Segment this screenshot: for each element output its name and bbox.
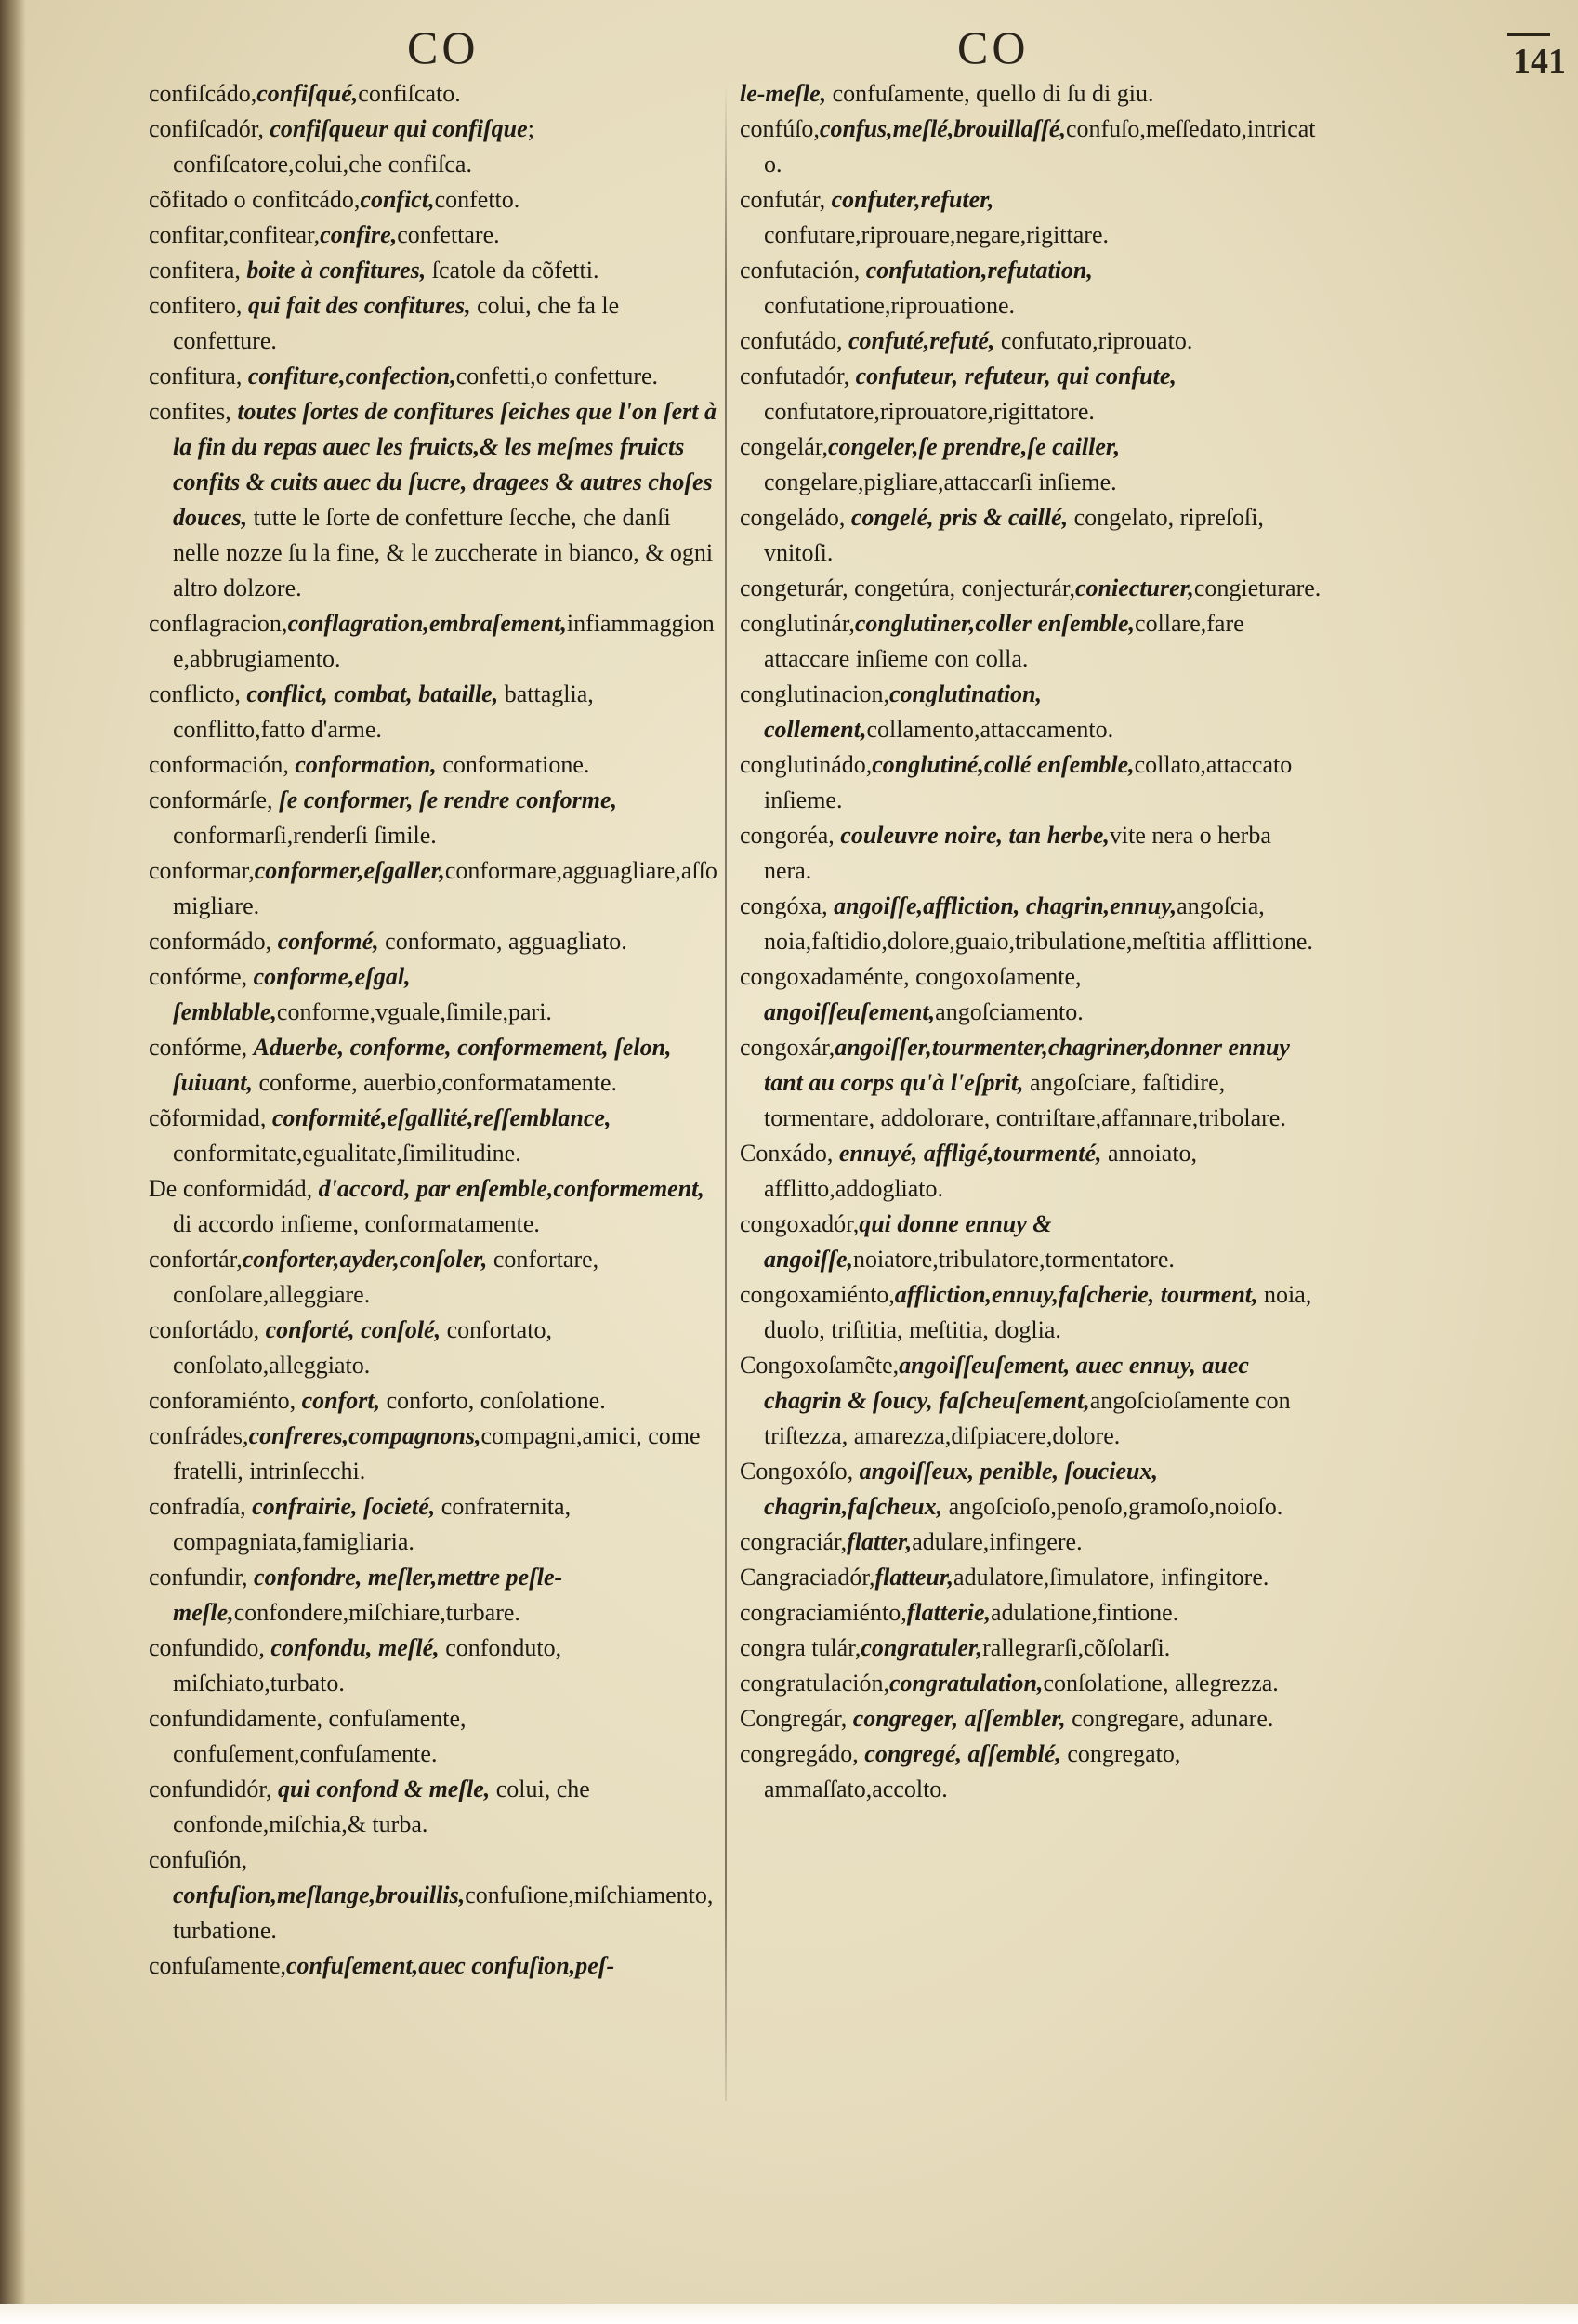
- gloss-italian: collato,attaccato inſieme.: [764, 751, 1293, 813]
- dictionary-entry: [149, 924, 717, 959]
- dictionary-entry: [740, 1348, 1322, 1454]
- headword-spanish: Congregár,: [740, 1705, 853, 1732]
- dictionary-entry: [149, 76, 717, 112]
- gloss-italian: confettare.: [397, 221, 500, 248]
- gloss-french: flatteur,: [874, 1564, 954, 1591]
- dictionary-entry: [149, 606, 717, 677]
- dictionary-entry: [740, 253, 1322, 324]
- headword-spanish: congra tulár,: [740, 1634, 861, 1661]
- gloss-italian: noia, duolo, triſtitia, meſtitia, doglia.: [764, 1281, 1312, 1343]
- gloss-italian: conformitate,egualitate,ſimilitudine.: [173, 1140, 521, 1167]
- headword-spanish: confúſo,: [740, 115, 820, 142]
- dictionary-entry: [149, 1419, 717, 1489]
- gloss-italian: conforto, conſolatione.: [380, 1387, 606, 1414]
- dictionary-entry: [740, 959, 1322, 1030]
- gloss-italian: conforme, auerbio,conformatamente.: [253, 1069, 617, 1096]
- dictionary-entry: [740, 1136, 1322, 1207]
- headword-spanish: conformárſe,: [149, 786, 280, 813]
- dictionary-entry: [740, 324, 1322, 359]
- gloss-french: boite à confitures,: [246, 257, 427, 284]
- gloss-italian: congieturare.: [1193, 574, 1322, 601]
- gloss-french: conflict, combat, bataille,: [246, 680, 499, 707]
- headword-spanish: confundidór,: [149, 1776, 279, 1802]
- dictionary-entry: [740, 359, 1322, 429]
- dictionary-entry: [149, 1030, 717, 1101]
- headword-spanish: conflicto,: [149, 680, 247, 707]
- column-divider: [725, 84, 727, 2101]
- gloss-french: angoiſſer,tourmenter,chagriner,donner ennuy tant au corps qu'à l'eſprit,: [764, 1034, 1290, 1096]
- gloss-french: d'accord, par enſemble,conformement,: [318, 1175, 704, 1202]
- headword-spanish: congregádo,: [740, 1740, 865, 1767]
- page-bottom-margin: [0, 2304, 1578, 2324]
- dictionary-entry: [149, 112, 717, 182]
- headword-spanish: confradía,: [149, 1493, 253, 1520]
- gloss-french: conforter,ayder,conſoler,: [242, 1246, 488, 1273]
- headword-spanish: conglutinár,: [740, 610, 855, 637]
- headword-spanish: cõfitado o confitcádo,: [149, 186, 361, 213]
- gloss-french: conformer,eſgaller,: [254, 857, 445, 884]
- gloss-french: angoiſſeuſement, auec ennuy, auec chagrin & ſoucy, faſcheuſement,: [764, 1352, 1249, 1414]
- headword-spanish: confiſcádo,: [149, 80, 257, 107]
- headword-spanish: congraciár,: [740, 1528, 848, 1555]
- gloss-french: congreger, aſſembler,: [852, 1705, 1066, 1732]
- gloss-italian: angoſciamento.: [935, 998, 1084, 1025]
- gloss-french: confutation,refutation,: [865, 257, 1093, 284]
- gloss-french: coniecturer,: [1075, 574, 1194, 601]
- headword-spanish: confundir,: [149, 1564, 255, 1591]
- dictionary-entry: [149, 1242, 717, 1313]
- gloss-italian: tutte le ſorte de confetture ſecche, che danſi nelle nozze ſu la fine, & le zuccherate in bianco, & ogni altro dolzore.: [173, 504, 714, 601]
- dictionary-entry: [740, 76, 1322, 112]
- gloss-italian: infiammaggione,abbrugiamento.: [173, 610, 715, 672]
- gloss-italian: collare,fare attaccare inſieme con colla.: [764, 610, 1244, 672]
- dictionary-entry: [149, 1101, 717, 1171]
- headword-spanish: congoréa,: [740, 822, 841, 849]
- dictionary-entry: [149, 1560, 717, 1631]
- headword-spanish: conformar,: [149, 857, 255, 884]
- dictionary-entry: [740, 677, 1322, 747]
- gloss-italian: angoſciare, faſtidire, tormentare, addolorare, contriſtare,affannare,tribolare.: [764, 1069, 1286, 1131]
- running-head-right: CO: [957, 21, 1030, 73]
- gloss-french: confort,: [301, 1387, 381, 1414]
- headword-spanish: congraciamiénto,: [740, 1599, 907, 1626]
- gloss-french: confiſqué,: [256, 80, 359, 107]
- gloss-italian: conforme,vguale,ſimile,pari.: [276, 998, 552, 1025]
- gloss-italian: confetti,o confetture.: [455, 363, 659, 390]
- dictionary-entry: [149, 783, 717, 853]
- headword-spanish: conflagracion,: [149, 610, 288, 637]
- gloss-italian: angoſcia, noia,faſtidio,dolore,guaio,tribulatione,meſtitia afflittione.: [764, 892, 1313, 955]
- gloss-italian: adulatione,fintione.: [991, 1599, 1179, 1626]
- headword-spanish: confrádes,: [149, 1422, 249, 1449]
- gloss-italian: confortato, conſolato,alleggiato.: [173, 1316, 552, 1379]
- dictionary-entry: [740, 1277, 1322, 1348]
- gloss-french: confondu, meſlé,: [270, 1634, 440, 1661]
- headword-spanish: confitera,: [149, 257, 247, 284]
- gloss-french: congelé, pris & caillé,: [850, 504, 1069, 531]
- page-edge-shadow: [0, 0, 26, 2324]
- headword-spanish: conglutinádo,: [740, 751, 873, 778]
- headword-spanish: cõformidad,: [149, 1104, 272, 1131]
- dictionary-entry: [149, 1701, 717, 1772]
- gloss-french: congeler,ſe prendre,ſe cailler,: [827, 433, 1121, 460]
- headword-spanish: conforamiénto,: [149, 1387, 302, 1414]
- gloss-french: flatter,: [847, 1528, 913, 1555]
- dictionary-entry: [740, 1595, 1322, 1631]
- dictionary-entry: [149, 182, 717, 218]
- gloss-french: congregé, aſſemblé,: [864, 1740, 1061, 1767]
- headword-spanish: confutación,: [740, 257, 866, 284]
- gloss-italian: congregato, ammaſſato,accolto.: [764, 1740, 1181, 1802]
- dictionary-entry: [149, 1383, 717, 1419]
- gloss-french: qui donne ennuy & angoiſſe,: [764, 1210, 1052, 1273]
- headword-spanish: congeládo,: [740, 504, 851, 531]
- gloss-italian: conformatione.: [436, 751, 590, 778]
- headword-spanish: conformádo,: [149, 928, 278, 955]
- gloss-italian: compagni,amici, come fratelli, intrinſecchi.: [173, 1422, 701, 1485]
- gloss-italian: congelato, ripreſoſi, vnitoſi.: [764, 504, 1264, 566]
- dictionary-entry: [740, 112, 1322, 182]
- gloss-french: confuté,refuté,: [848, 327, 995, 354]
- gloss-italian: confondere,miſchiare,turbare.: [233, 1599, 520, 1626]
- gloss-french: confuter,refuter,: [831, 186, 994, 213]
- headword-spanish: Cangraciadór,: [740, 1564, 875, 1591]
- dictionary-entry: [149, 394, 717, 606]
- headword-spanish: confiſcadór,: [149, 115, 270, 142]
- dictionary-entry: [740, 1030, 1322, 1136]
- headword-spanish: confundido,: [149, 1634, 271, 1661]
- headword-spanish: Congoxóſo,: [740, 1458, 860, 1485]
- headword-spanish: congoxadaménte, congoxoſamente,: [740, 963, 1082, 990]
- right-column: [740, 76, 1322, 1807]
- dictionary-entry: [740, 889, 1322, 959]
- dictionary-entry: [149, 959, 717, 1030]
- headword-spanish: confortár,: [149, 1246, 243, 1273]
- gloss-italian: confortare, conſolare,alleggiare.: [173, 1246, 599, 1308]
- gloss-italian: annoiato, afflitto,addogliato.: [764, 1140, 1198, 1202]
- gloss-italian: confuſo,meſſedato,intricato.: [764, 115, 1316, 178]
- gloss-french: qui fait des confitures,: [247, 292, 471, 319]
- left-column: [149, 76, 717, 1984]
- dictionary-entry: [149, 1948, 717, 1984]
- gloss-italian: confutato,riprouato.: [994, 327, 1193, 354]
- gloss-italian: confutatione,riprouatione.: [764, 292, 1016, 319]
- gloss-italian: angoſcioſamente con triſtezza, amarezza,diſpiacere,dolore.: [764, 1387, 1291, 1449]
- gloss-french: conflagration,embraſement,: [287, 610, 567, 637]
- headword-spanish: congoxamiénto,: [740, 1281, 895, 1308]
- headword-spanish: congratulación,: [740, 1670, 889, 1697]
- gloss-italian: ſcatole da cõfetti.: [426, 257, 599, 284]
- headword-spanish: congoxár,: [740, 1034, 835, 1061]
- dictionary-entry: [740, 1207, 1322, 1277]
- gloss-italian: confutatore,riprouatore,rigittatore.: [764, 398, 1095, 425]
- dictionary-entry: [149, 253, 717, 288]
- gloss-french: confuteur, refuteur, qui confute,: [855, 363, 1177, 390]
- headword-spanish: confutár,: [740, 186, 832, 213]
- dictionary-entry: [740, 182, 1322, 253]
- gloss-french: conglutination, collement,: [764, 680, 1043, 743]
- dictionary-entry: [149, 288, 717, 359]
- gloss-italian: confuſione,miſchiamento,turbatione.: [173, 1882, 714, 1944]
- dictionary-entry: [740, 1701, 1322, 1736]
- gloss-italian: conformare,agguagliare,aſſomigliare.: [173, 857, 717, 919]
- dictionary-entry: [740, 1454, 1322, 1525]
- gloss-french: congratuler,: [861, 1634, 983, 1661]
- headword-spanish: confortádo,: [149, 1316, 266, 1343]
- gloss-french: conformation,: [295, 751, 437, 778]
- running-head-left: CO: [407, 21, 480, 73]
- gloss-french: ennuyé, affligé,tourmenté,: [838, 1140, 1102, 1167]
- headword-spanish: Congoxoſamẽte,: [740, 1352, 900, 1379]
- dictionary-entry: [149, 1772, 717, 1842]
- dictionary-entry: [740, 747, 1322, 818]
- gloss-italian: rallegrarſi,cõſolarſi.: [982, 1634, 1171, 1661]
- gloss-french: conglutiné,collé enſemble,: [872, 751, 1135, 778]
- dictionary-entry: [740, 818, 1322, 889]
- gloss-french: Aduerbe, conforme, conformement, ſelon, ſuiuant,: [173, 1034, 672, 1096]
- gloss-french: angoiſſeuſement,: [764, 998, 936, 1025]
- gloss-french: conforme,eſgal, ſemblable,: [173, 963, 411, 1025]
- dictionary-entry: [740, 1666, 1322, 1701]
- dictionary-entry: [149, 1842, 717, 1948]
- gloss-italian: confonduto, miſchiato,turbato.: [173, 1634, 562, 1697]
- gloss-french: affliction,ennuy,faſcherie, tourment,: [894, 1281, 1258, 1308]
- gloss-italian: congregare, adunare.: [1065, 1705, 1274, 1732]
- gloss-french: couleuvre noire, tan herbe,: [840, 822, 1110, 849]
- gloss-italian: confuſamente, confuſement,confuſamente.: [173, 1705, 467, 1767]
- gloss-italian: angoſcioſo,penoſo,gramoſo,noioſo.: [942, 1493, 1283, 1520]
- dictionary-entry: [740, 1736, 1322, 1807]
- gloss-french: confuſion,meſlange,brouillis,: [173, 1882, 466, 1908]
- headword-spanish: confitar,confitear,: [149, 221, 321, 248]
- headword-spanish: confundidamente,: [149, 1705, 329, 1732]
- headword-spanish: confutadór,: [740, 363, 856, 390]
- gloss-french: confrairie, ſocieté,: [252, 1493, 436, 1520]
- gloss-french: confiture,confection,: [247, 363, 456, 390]
- dictionary-entry: [149, 359, 717, 394]
- headword-spanish: Conxádo,: [740, 1140, 839, 1167]
- gloss-italian: confetto.: [434, 186, 520, 213]
- gloss-italian: conformato, agguagliato.: [378, 928, 627, 955]
- dictionary-entry: [740, 1525, 1322, 1560]
- headword-spanish: conformación,: [149, 751, 296, 778]
- gloss-italian: battaglia, conflitto,fatto d'arme.: [173, 680, 594, 743]
- headword-spanish: congeturár, congetúra, conjecturár,: [740, 574, 1076, 601]
- headword-spanish: confórme,: [149, 963, 254, 990]
- headword-spanish: confitero,: [149, 292, 248, 319]
- headword-spanish: confuſión,: [149, 1846, 248, 1873]
- gloss-italian: adulatore,ſimulatore, infingitore.: [953, 1564, 1269, 1591]
- dictionary-entry: [149, 1171, 717, 1242]
- dictionary-entry: [740, 1631, 1322, 1666]
- gloss-french: flatterie,: [906, 1599, 992, 1626]
- gloss-french: confus,meſlé,brouillaſſé,: [819, 115, 1066, 142]
- gloss-french: confire,: [320, 221, 398, 248]
- dictionary-entry: [149, 218, 717, 253]
- headword-spanish: congelár,: [740, 433, 828, 460]
- gloss-french: qui confond & meſle,: [278, 1776, 491, 1802]
- dictionary-entry: [740, 429, 1322, 500]
- gloss-italian: di accordo inſieme, conformatamente.: [173, 1210, 540, 1237]
- headword-spanish: De conformidád,: [149, 1175, 319, 1202]
- gloss-french: conglutiner,coller enſemble,: [854, 610, 1136, 637]
- gloss-french: angoiſſe,affliction, chagrin,ennuy,: [834, 892, 1177, 919]
- gloss-italian: noiatore,tribulatore,tormentatore.: [853, 1246, 1175, 1273]
- gloss-french: ſe conformer, ſe rendre conforme,: [279, 786, 617, 813]
- headword-spanish: congoxadór,: [740, 1210, 860, 1237]
- gloss-french: conforté, conſolé,: [265, 1316, 441, 1343]
- headword-spanish: confutádo,: [740, 327, 848, 354]
- gloss-italian: confiſcato.: [358, 80, 461, 107]
- gloss-italian: confuſamente, quello di ſu di giu.: [826, 80, 1154, 107]
- gloss-french: confondre, meſler,mettre peſle-meſle,: [173, 1564, 563, 1626]
- headword-spanish: congóxa,: [740, 892, 835, 919]
- dictionary-entry: [149, 853, 717, 924]
- dictionary-entry: [149, 677, 717, 747]
- headword-spanish: confites,: [149, 398, 238, 425]
- gloss-french: angoiſſeux, penible, ſoucieux, chagrin,faſcheux,: [764, 1458, 1158, 1520]
- dictionary-entry: [149, 747, 717, 783]
- headword-spanish: confórme,: [149, 1034, 254, 1061]
- dictionary-entry: [149, 1313, 717, 1383]
- dictionary-entry: [149, 1489, 717, 1560]
- gloss-french: toutes ſortes de confitures ſeiches que l'on ſert à la fin du repas auec les fruicts,& les meſmes fruicts confits & cuits auec du ſucre, dragees & autres choſes douces,: [173, 398, 717, 531]
- gloss-italian: vite nera o herba nera.: [764, 822, 1271, 884]
- gloss-italian: colui, che confonde,miſchia,& turba.: [173, 1776, 590, 1838]
- gloss-french: confiſqueur qui confiſque: [270, 115, 528, 142]
- dictionary-entry: [740, 606, 1322, 677]
- gloss-italian: conformarſi,renderſi ſimile.: [173, 822, 437, 849]
- folio-rule: [1507, 33, 1550, 36]
- headword-spanish: confitura,: [149, 363, 248, 390]
- gloss-french: conformé,: [277, 928, 379, 955]
- gloss-italian: confraternita, compagniata,famigliaria.: [173, 1493, 572, 1555]
- gloss-italian: conſolatione, allegrezza.: [1043, 1670, 1279, 1697]
- dictionary-entry: [740, 500, 1322, 571]
- gloss-french: confict,: [360, 186, 435, 213]
- gloss-french: confreres,compagnons,: [248, 1422, 481, 1449]
- gloss-italian: confutare,riprouare,negare,rigittare.: [764, 221, 1110, 248]
- dictionary-entry: [149, 1631, 717, 1701]
- gloss-italian: adulare,infingere.: [912, 1528, 1083, 1555]
- gloss-french: confuſement,auec confuſion,peſ-: [286, 1952, 615, 1979]
- dictionary-entry: [740, 1560, 1322, 1595]
- headword-spanish: confuſamente,: [149, 1952, 286, 1979]
- gloss-french: congratulation,: [889, 1670, 1044, 1697]
- gloss-italian: colui, che fa le confetture.: [173, 292, 620, 354]
- dictionary-entry: [740, 571, 1322, 606]
- gloss-french: le-meſle,: [740, 80, 827, 107]
- page-number: 141: [1513, 42, 1566, 81]
- gloss-italian: congelare,pigliare,attaccarſi inſieme.: [764, 469, 1117, 495]
- headword-spanish: conglutinacion,: [740, 680, 890, 707]
- gloss-italian: collamento,attaccamento.: [866, 716, 1114, 743]
- gloss-italian: ; confiſcatore,colui,che confiſca.: [173, 115, 534, 178]
- gloss-french: conformité,eſgallité,reſſemblance,: [271, 1104, 611, 1131]
